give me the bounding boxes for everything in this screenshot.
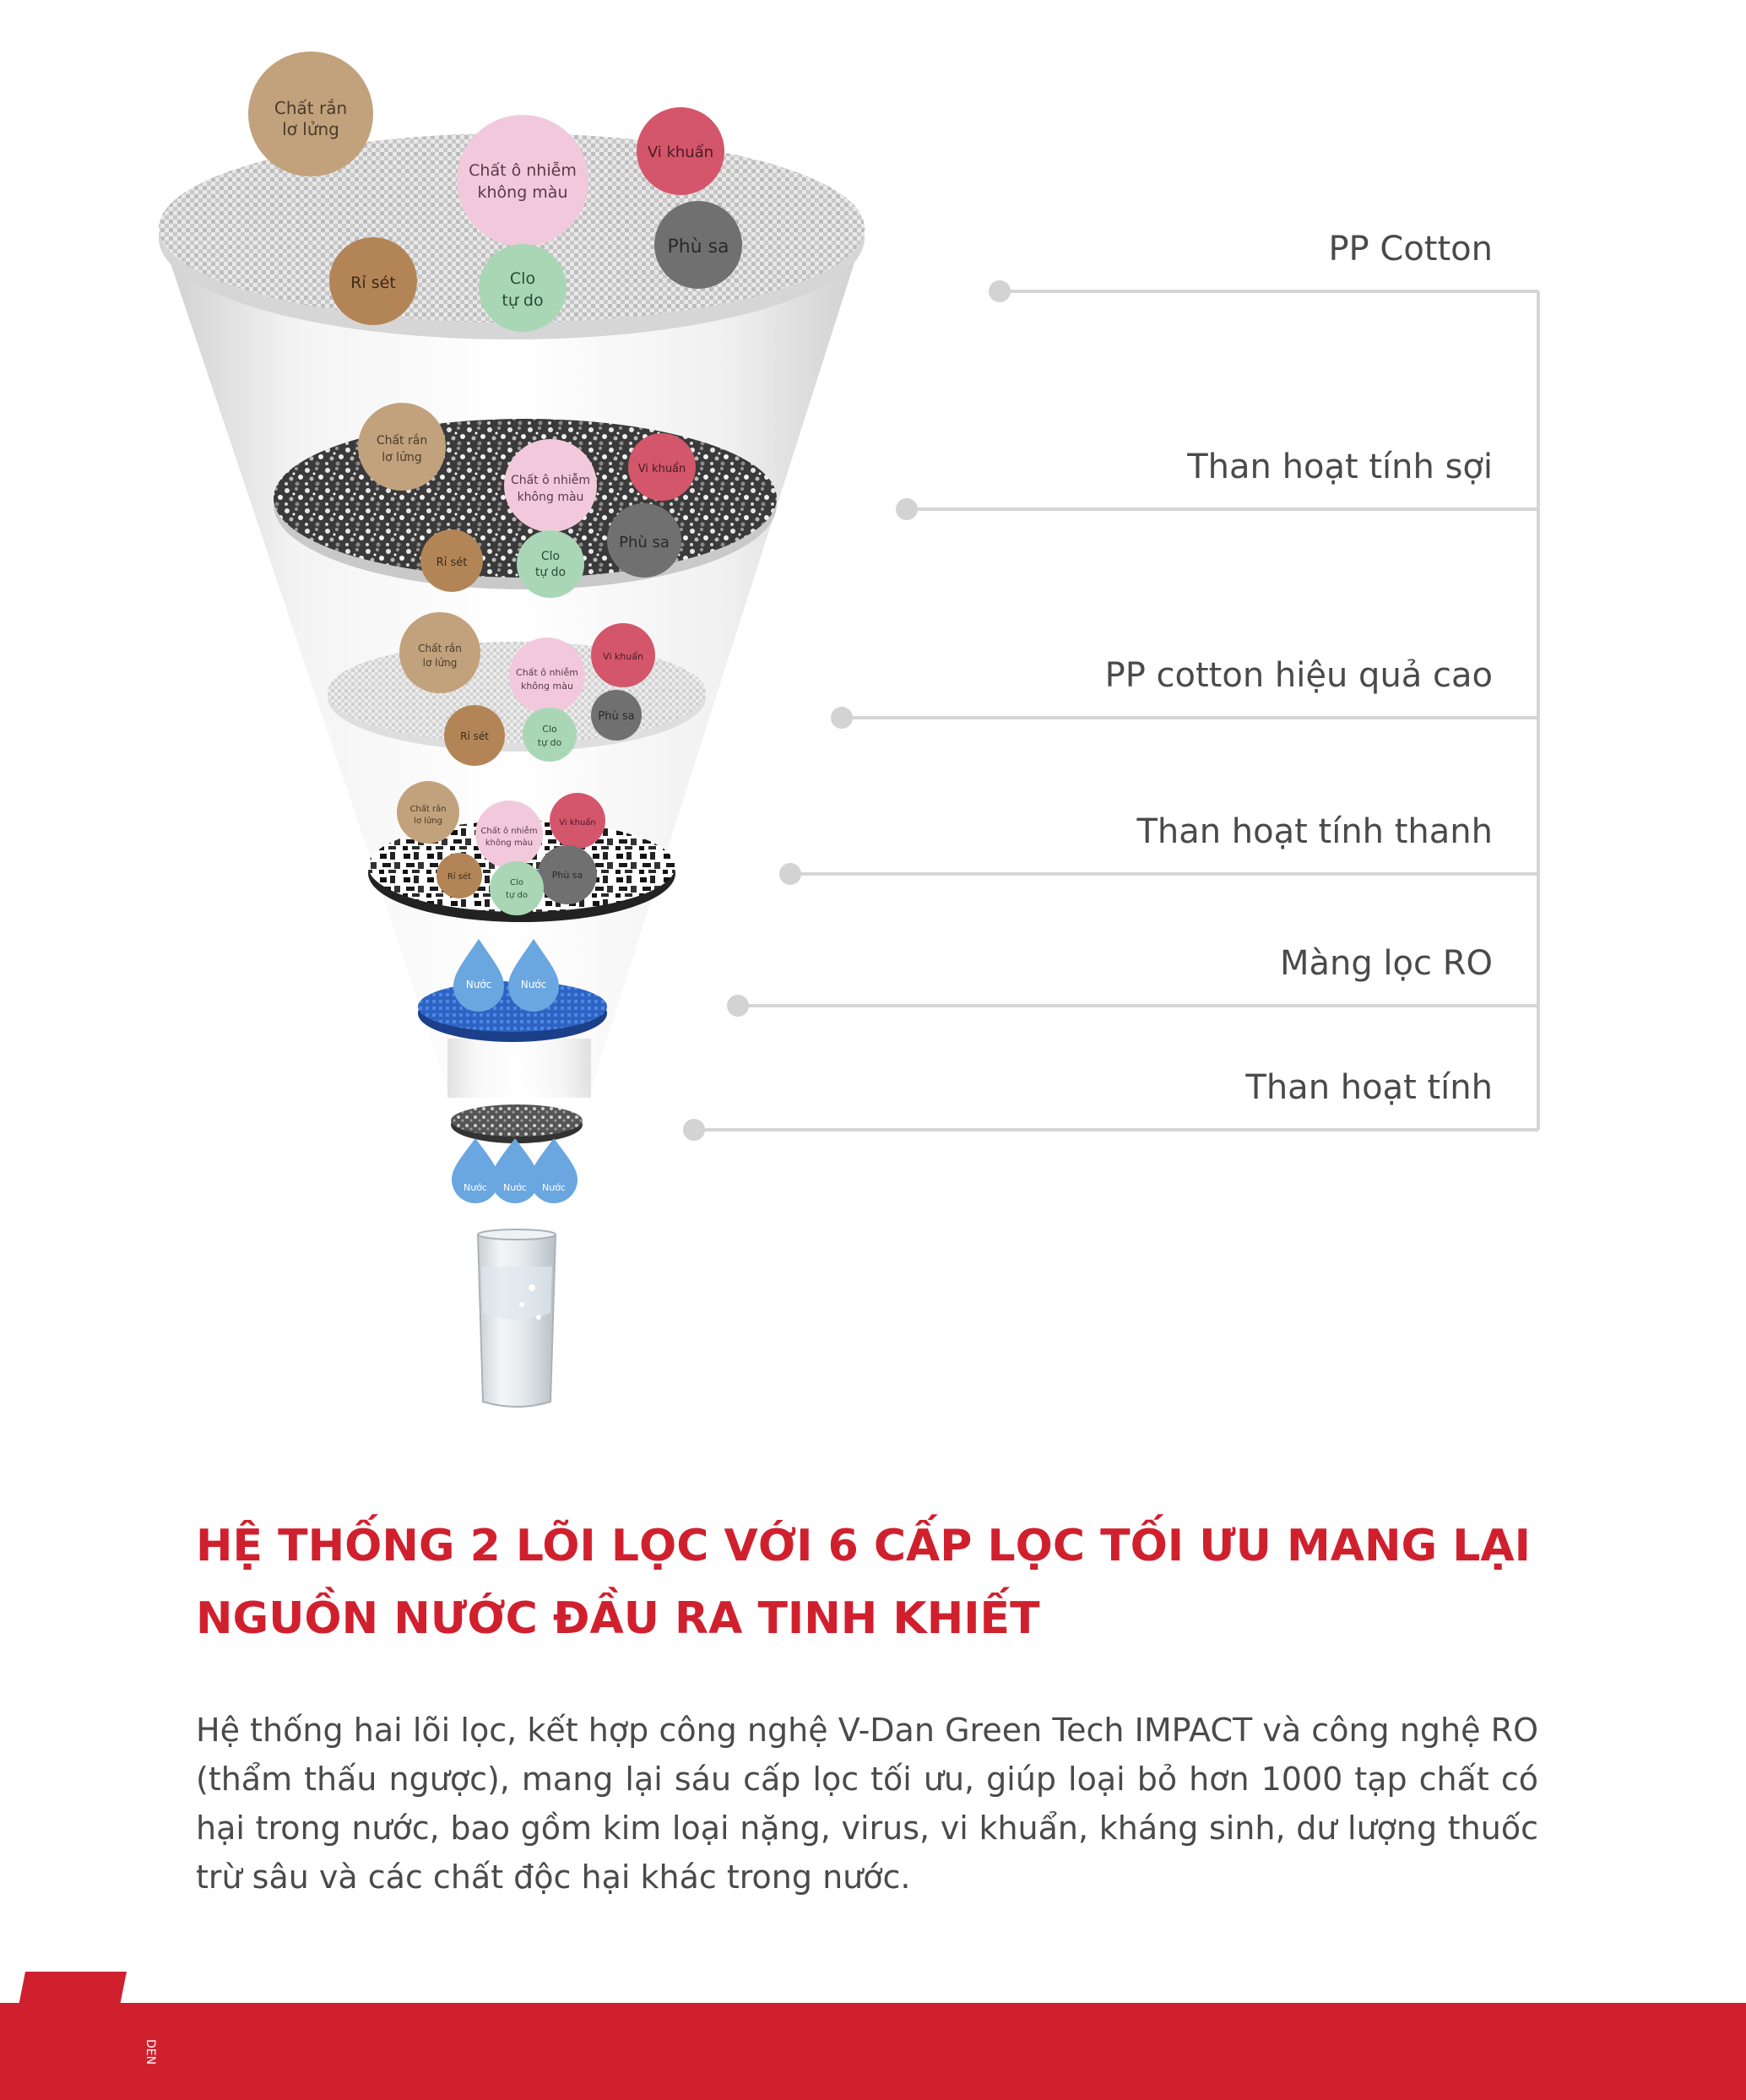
bubble-colorless <box>457 115 588 247</box>
svg-text:không màu: không màu <box>521 681 573 692</box>
svg-text:Vi khuẩn: Vi khuẩn <box>603 651 643 662</box>
svg-text:Clo: Clo <box>509 269 536 288</box>
svg-text:Phù sa: Phù sa <box>598 710 635 723</box>
svg-text:Nước: Nước <box>464 1182 487 1193</box>
connector-dot <box>896 498 918 520</box>
svg-text:Phù sa: Phù sa <box>551 870 583 881</box>
water-drop <box>530 1138 577 1203</box>
svg-text:Vi khuẩn: Vi khuẩn <box>647 144 714 161</box>
heading-line-1: HỆ THỐNG 2 LÕI LỌC VỚI 6 CẤP LỌC TỐI ƯU MANG LẠI <box>196 1521 1532 1571</box>
description-paragraph: Hệ thống hai lõi lọc, kết hợp công nghệ V-Dan Green Tech IMPACT và công nghệ RO (thẩm thấu ngược), mang lại sáu cấp lọc tối ưu, giúp loại bỏ hơn 1000 tạp chất có hại trong nước, bao gồm kim loại nặng, virus, vi khuẩn, kháng sinh, dư lượng thuốc trừ sâu và các chất độc hại khác trong nước. <box>196 1712 1538 1896</box>
svg-text:Rỉ sét: Rỉ sét <box>447 872 472 882</box>
water-drop <box>491 1138 539 1203</box>
bubble-chlorine <box>523 708 577 762</box>
svg-text:Chất ô nhiễm: Chất ô nhiễm <box>469 161 577 180</box>
layer-label-ro-membrane: Màng lọc RO <box>1279 944 1493 983</box>
layer-final-carbon <box>451 1104 583 1143</box>
svg-text:lơ lửng: lơ lửng <box>382 451 422 464</box>
svg-text:Rỉ sét: Rỉ sét <box>350 274 396 292</box>
layer-label-final-carbon: Than hoạt tính <box>1245 1068 1493 1107</box>
connector-dot <box>727 995 749 1017</box>
bubble-chlorine <box>517 530 584 598</box>
svg-text:Chất ô nhiễm: Chất ô nhiễm <box>480 827 538 836</box>
svg-text:lơ lửng: lơ lửng <box>422 657 458 669</box>
svg-text:Rỉ sét: Rỉ sét <box>436 556 468 569</box>
svg-text:Phù sa: Phù sa <box>667 236 729 258</box>
connector-dot <box>779 863 801 885</box>
connector-dot <box>831 707 853 729</box>
connector-dot <box>683 1119 705 1141</box>
funnel-spout <box>447 1039 591 1098</box>
svg-text:Nước: Nước <box>542 1182 566 1193</box>
svg-text:Rỉ sét: Rỉ sét <box>460 730 489 742</box>
water-glass <box>478 1229 556 1407</box>
svg-text:Chất ô nhiễm: Chất ô nhiễm <box>516 667 578 678</box>
bubble-chlorine <box>490 861 544 915</box>
svg-text:tự do: tự do <box>537 737 562 748</box>
svg-text:Nước: Nước <box>503 1182 527 1193</box>
svg-text:không màu: không màu <box>485 838 534 848</box>
svg-text:tự do: tự do <box>502 291 544 310</box>
footer-mark: DEN <box>144 2038 157 2065</box>
svg-text:không màu: không màu <box>477 183 568 202</box>
water-drop <box>452 1138 499 1203</box>
svg-text:lơ lửng: lơ lửng <box>282 119 339 139</box>
water-drops-output <box>452 1138 577 1203</box>
heading-line-2: NGUỒN NƯỚC ĐẦU RA TINH KHIẾT <box>196 1593 1040 1644</box>
svg-text:Nước: Nước <box>520 979 547 990</box>
svg-text:Chất rắn: Chất rắn <box>376 434 428 448</box>
svg-text:Clo: Clo <box>542 724 557 735</box>
layer-label-pp-cotton: PP Cotton <box>1328 230 1493 269</box>
svg-text:Phù sa: Phù sa <box>619 534 670 551</box>
svg-text:Chất rắn: Chất rắn <box>409 805 447 814</box>
connector-lines <box>694 291 1538 1130</box>
svg-text:Clo: Clo <box>510 878 523 887</box>
brand-logo <box>0 1972 127 2100</box>
svg-text:tự do: tự do <box>506 891 528 900</box>
layer-label-carbon-fiber: Than hoạt tính sợi <box>1187 448 1493 486</box>
svg-text:Chất rắn: Chất rắn <box>418 643 462 654</box>
svg-text:Nước: Nước <box>465 979 492 990</box>
layer-label-pp-high: PP cotton hiệu quả cao <box>1104 656 1493 695</box>
svg-text:tự do: tự do <box>534 566 567 579</box>
svg-text:lơ lửng: lơ lửng <box>414 817 442 826</box>
page-heading <box>196 1510 1547 1655</box>
svg-text:Vi khuẩn: Vi khuẩn <box>637 463 686 475</box>
svg-text:không màu: không màu <box>517 491 584 504</box>
layer-label-carbon-block: Than hoạt tính thanh <box>1136 812 1493 851</box>
svg-text:Chất ô nhiễm: Chất ô nhiễm <box>510 474 591 487</box>
bubble-chlorine <box>479 244 567 332</box>
svg-text:Vi khuẩn: Vi khuẩn <box>559 818 596 828</box>
svg-text:Clo: Clo <box>540 550 561 563</box>
svg-text:Chất rắn: Chất rắn <box>274 98 348 118</box>
footer-band <box>0 2003 1746 2100</box>
connector-dot <box>989 280 1011 302</box>
